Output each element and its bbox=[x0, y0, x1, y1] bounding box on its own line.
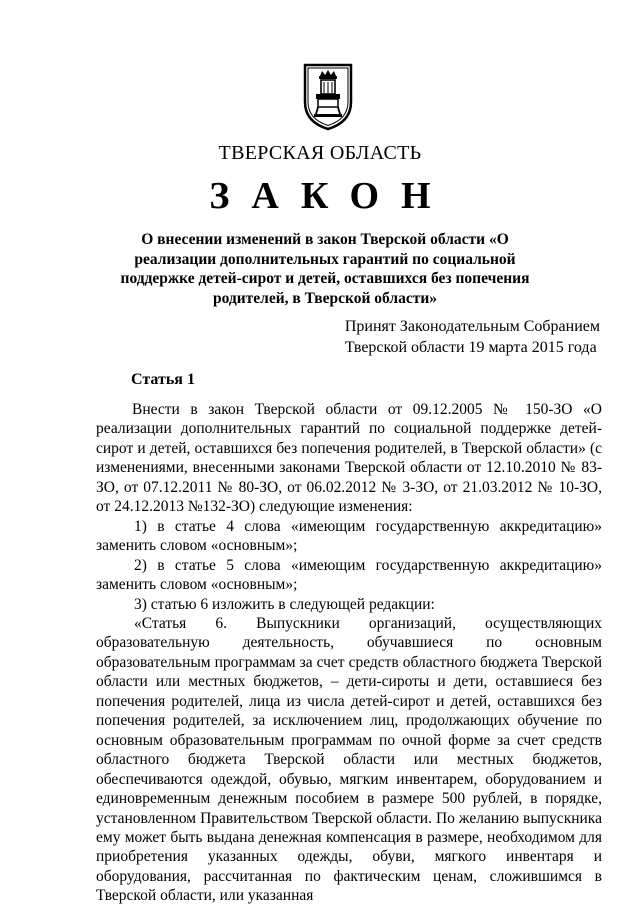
region-name: ТВЕРСКАЯ ОБЛАСТЬ bbox=[218, 142, 422, 164]
amendment-item-2: 2) в статье 5 слова «имеющим государственную аккредитацию» заменить словом «основным»; bbox=[96, 556, 602, 594]
adoption-line-1: Принят Законодательным Собранием bbox=[344, 318, 600, 335]
article-body bbox=[96, 400, 602, 906]
new-article-6-text: «Статья 6. Выпускники организаций, осуществляющих образовательную деятельность, обучавшиеся по основным образовательным программам за счет средств областного бюджета Тверской области или местных бюджетов, – дети-сироты и дети, оставшиеся без попечения родителей, лица из числа детей-сирот и детей, оставшихся без попечения родителей, за исключением лиц, продолжающих обучение по основным образовательным программам по очной форме за счет средств областного бюджета Тверской области или местных бюджетов, обеспечиваются одеждой, обувью, мягким инвентарем, оборудованием и единовременным денежным пособием в размере 500 рублей, в порядке, установленном Правительством Тверской области. По желанию выпускника ему может быть выдана денежная компенсация в размере, необходимом для приобретения указанных одежды, обуви, мягкого инвентаря и оборудования, рассчитанная по фактическим ценам, сложившимся в Тверской области, или указанная bbox=[96, 614, 602, 905]
amendment-item-1: 1) в статье 4 слова «имеющим государственную аккредитацию» заменить словом «основным»; bbox=[96, 517, 602, 555]
adoption-line-2: Тверской области 19 марта 2015 года bbox=[344, 339, 597, 356]
article-heading: Статья 1 bbox=[131, 371, 195, 388]
tver-coat-of-arms-icon bbox=[302, 62, 354, 132]
document-type-title: ЗАКОН bbox=[209, 175, 453, 217]
adoption-note bbox=[345, 316, 600, 358]
amendment-item-3: 3) статью 6 изложить в следующей редакции: bbox=[134, 595, 435, 613]
law-subject: О внесении изменений в закон Тверской области «О реализации дополнительных гарантий по социальной поддержке детей-сирот и детей, оставшихся без попечения родителей, в Тверской области» bbox=[120, 231, 530, 307]
article-intro-paragraph: Внести в закон Тверской области от 09.12.2005 № 150-ЗО «О реализации дополнительных гарантий по социальной поддержке детей-сирот и детей, оставшихся без попечения родителей, в Тверской области» (с изменениями, внесенными законами Тверской области от 12.10.2010 № 83-ЗО, от 07.12.2011 № 80-ЗО, от 06.02.2012 № 3-ЗО, от 21.03.2012 № 10-ЗО, от 24.12.2013 №132-ЗО) следующие изменения: bbox=[96, 401, 602, 516]
